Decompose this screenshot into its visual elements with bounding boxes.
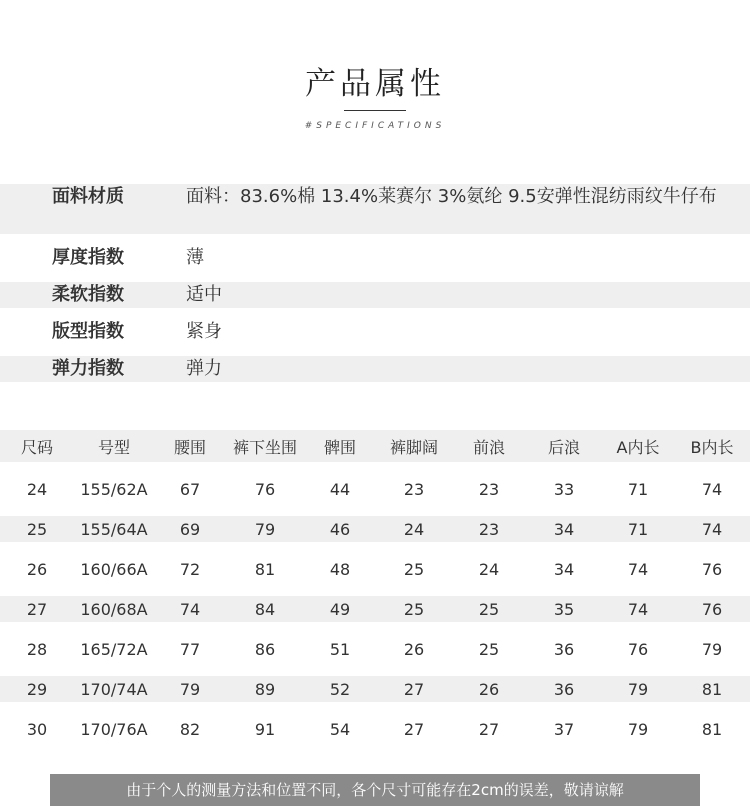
table-cell: 54	[329, 719, 351, 739]
table-cell: 79	[179, 679, 201, 699]
measurement-note: 由于个人的测量方法和位置不同，各个尺寸可能存在2cm的误差，敬请谅解	[50, 774, 700, 806]
table-cell: 33	[553, 479, 575, 499]
table-cell: 170/76A	[80, 719, 148, 739]
table-cell: 74	[179, 599, 201, 619]
section-header	[0, 62, 750, 131]
table-row	[0, 676, 750, 702]
table-cell: 89	[254, 679, 276, 699]
table-cell: 81	[254, 559, 276, 579]
table-cell: 155/62A	[80, 479, 148, 499]
spec-label: 柔软指数	[52, 284, 124, 305]
page-subtitle: #SPECIFICATIONS	[304, 121, 446, 131]
table-cell: 48	[329, 559, 351, 579]
table-cell: 46	[329, 519, 351, 539]
table-header-cell: 号型	[97, 437, 130, 457]
table-cell: 77	[179, 639, 201, 659]
spec-row-fabric	[0, 184, 750, 234]
table-cell: 44	[329, 479, 351, 499]
spec-value: 面料：83.6%棉 13.4%莱赛尔 3%氨纶 9.5安弹性混纺雨纹牛仔布	[186, 186, 717, 207]
spec-value: 适中	[186, 284, 222, 305]
table-cell: 69	[179, 519, 201, 539]
table-cell: 25	[478, 639, 500, 659]
table-cell: 71	[627, 479, 649, 499]
table-header-cell: B内长	[690, 437, 734, 457]
table-cell: 91	[254, 719, 276, 739]
table-cell: 82	[179, 719, 201, 739]
table-cell: 86	[254, 639, 276, 659]
table-cell: 23	[478, 479, 500, 499]
table-cell: 76	[701, 599, 723, 619]
table-cell: 67	[179, 479, 201, 499]
table-cell: 51	[329, 639, 351, 659]
table-cell: 23	[403, 479, 425, 499]
table-cell: 170/74A	[80, 679, 148, 699]
table-cell: 27	[403, 679, 425, 699]
table-header-row	[0, 430, 750, 462]
table-cell: 72	[179, 559, 201, 579]
table-cell: 29	[26, 679, 48, 699]
spec-row-thickness	[0, 234, 750, 282]
table-cell: 37	[553, 719, 575, 739]
table-cell: 76	[627, 639, 649, 659]
table-cell: 160/66A	[80, 559, 148, 579]
table-cell: 165/72A	[80, 639, 148, 659]
table-cell: 79	[701, 639, 723, 659]
page-title: 产品属性	[305, 66, 445, 102]
size-table	[0, 430, 750, 742]
spec-label: 厚度指数	[52, 247, 124, 268]
table-row	[0, 716, 750, 742]
table-cell: 25	[478, 599, 500, 619]
table-cell: 27	[403, 719, 425, 739]
table-cell: 79	[254, 519, 276, 539]
table-cell: 160/68A	[80, 599, 148, 619]
table-header-cell: 裤下坐围	[232, 437, 297, 457]
table-row	[0, 636, 750, 662]
table-header-cell: 前浪	[472, 437, 505, 457]
table-cell: 25	[403, 559, 425, 579]
table-cell: 74	[627, 599, 649, 619]
spec-value: 紧身	[186, 321, 222, 342]
table-cell: 76	[701, 559, 723, 579]
spec-list	[0, 184, 750, 382]
table-cell: 26	[403, 639, 425, 659]
spec-label: 面料材质	[52, 186, 124, 207]
table-header-cell: 尺码	[20, 437, 53, 457]
table-cell: 25	[403, 599, 425, 619]
table-cell: 79	[627, 719, 649, 739]
table-row	[0, 556, 750, 582]
table-cell: 36	[553, 679, 575, 699]
table-header-cell: 裤脚阔	[389, 437, 438, 457]
spec-row-stretch	[0, 356, 750, 382]
table-cell: 79	[627, 679, 649, 699]
table-cell: 74	[701, 519, 723, 539]
table-cell: 23	[478, 519, 500, 539]
table-cell: 27	[26, 599, 48, 619]
table-row	[0, 476, 750, 502]
table-cell: 24	[403, 519, 425, 539]
table-cell: 74	[627, 559, 649, 579]
table-header-cell: A内长	[616, 437, 660, 457]
table-cell: 24	[478, 559, 500, 579]
table-cell: 26	[478, 679, 500, 699]
spec-value: 弹力	[186, 358, 222, 379]
table-cell: 84	[254, 599, 276, 619]
table-cell: 26	[26, 559, 48, 579]
table-row	[0, 596, 750, 622]
table-row	[0, 516, 750, 542]
table-cell: 34	[553, 519, 575, 539]
table-cell: 81	[701, 679, 723, 699]
table-cell: 81	[701, 719, 723, 739]
table-cell: 155/64A	[80, 519, 148, 539]
spec-label: 弹力指数	[52, 358, 124, 379]
table-cell: 74	[701, 479, 723, 499]
spec-row-fit	[0, 308, 750, 356]
title-divider	[344, 110, 406, 111]
table-cell: 36	[553, 639, 575, 659]
spec-value: 薄	[186, 247, 204, 268]
table-cell: 49	[329, 599, 351, 619]
table-cell: 35	[553, 599, 575, 619]
table-cell: 52	[329, 679, 351, 699]
table-header-cell: 腰围	[173, 437, 206, 457]
table-header-cell: 后浪	[547, 437, 580, 457]
table-cell: 76	[254, 479, 276, 499]
table-cell: 34	[553, 559, 575, 579]
spec-label: 版型指数	[52, 321, 124, 342]
table-header-cell: 髀围	[323, 437, 356, 457]
table-cell: 24	[26, 479, 48, 499]
table-cell: 25	[26, 519, 48, 539]
table-cell: 71	[627, 519, 649, 539]
table-cell: 28	[26, 639, 48, 659]
table-cell: 27	[478, 719, 500, 739]
table-cell: 30	[26, 719, 48, 739]
spec-row-softness	[0, 282, 750, 308]
